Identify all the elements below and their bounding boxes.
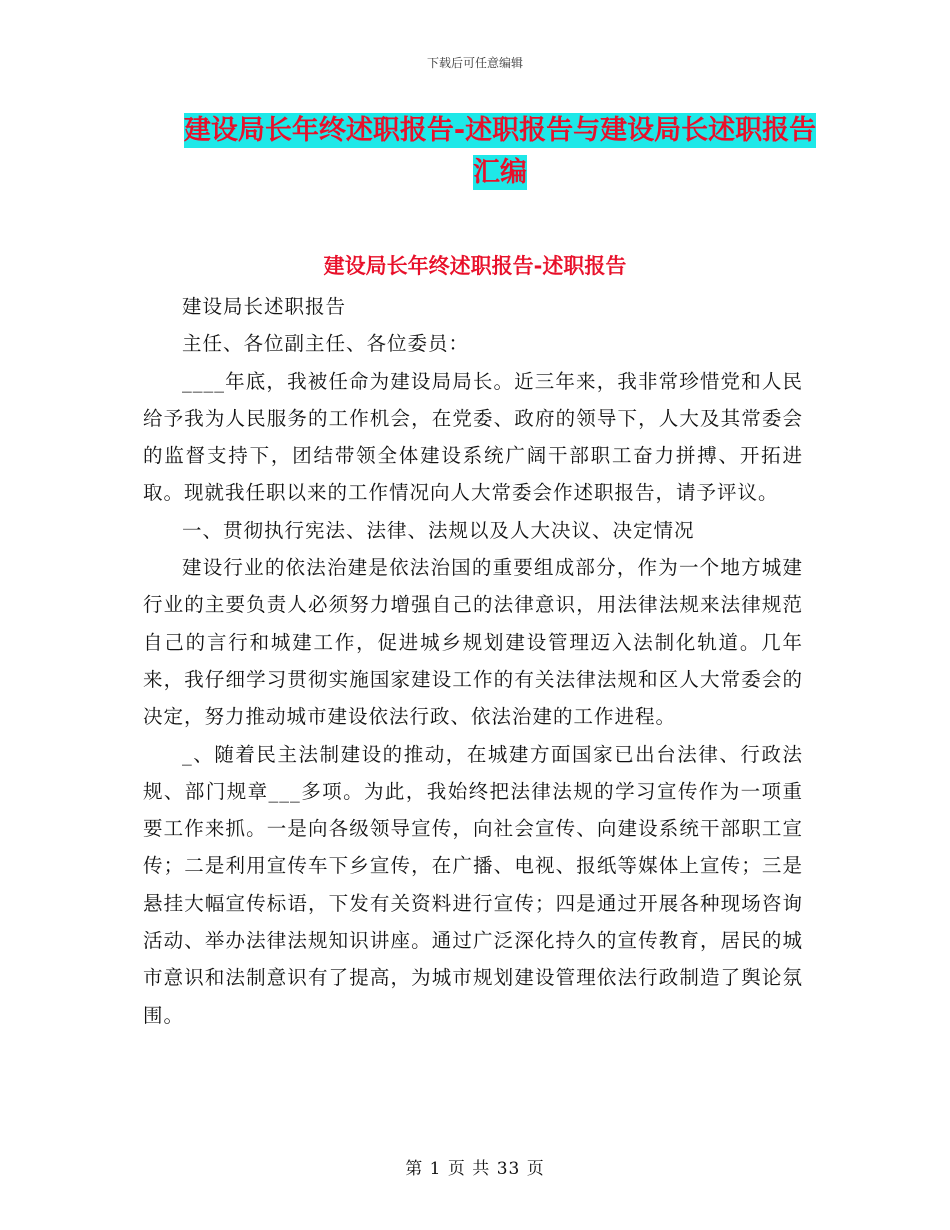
document-title (140, 110, 860, 194)
paragraph: 主任、各位副主任、各位委员： (182, 332, 470, 356)
paragraph: 建设局长述职报告 (182, 295, 347, 318)
paragraph: _、随着民主法制建设的推动，在城建方面国家已出台法律、行政法规、部门规章___多项。为此，我始终把法律法规的学习宣传作为一项重要工作来抓。一是向各级领导宣传，向社会宣传、向建设系统干部职工宣传；二是利用宣传车下乡宣传，在广播、电视、报纸等媒体上宣传；三是悬挂大幅宣传标语，下发有关资料进行宣传；四是通过开展各种现场咨询活动、举办法律法规知识讲座。通过广泛深化持久的宣传教育，居民的城市意识和法制意识有了提高，为城市规划建设管理依法行政制造了舆论氛围。 (143, 742, 803, 1027)
page-footer: 第 1 页 共 33 页 (405, 1159, 545, 1179)
document-body (143, 288, 803, 1034)
paragraph: 建设行业的依法治建是依法治国的重要组成部分，作为一个地方城建行业的主要负责人必须努力增强自己的法律意识，用法律法规来法律规范自己的言行和城建工作，促进城乡规划建设管理迈入法制化轨道。几年来，我仔细学习贯彻实施国家建设工作的有关法律法规和区人大常委会的决定，努力推动城市建设依法行政、依法治建的工作进程。 (143, 556, 803, 729)
header-note: 下载后可任意编辑 (426, 56, 523, 70)
document-title-line1: 建设局长年终述职报告-述职报告与建设局长述职报告 (183, 115, 817, 146)
document-title-line2: 汇编 (473, 157, 527, 188)
paragraph: 一、贯彻执行宪法、法律、法规以及人大决议、决定情况 (182, 518, 695, 542)
section-title: 建设局长年终述职报告-述职报告 (323, 254, 627, 278)
paragraph: ____年底，我被任命为建设局局长。近三年来，我非常珍惜党和人民给予我为人民服务的工作机会，在党委、政府的领导下，人大及其常委会的监督支持下，团结带领全体建设系统广阔干部职工奋力拼搏、开拓进取。现就我任职以来的工作情况向人大常委会作述职报告，请予评议。 (143, 369, 803, 505)
